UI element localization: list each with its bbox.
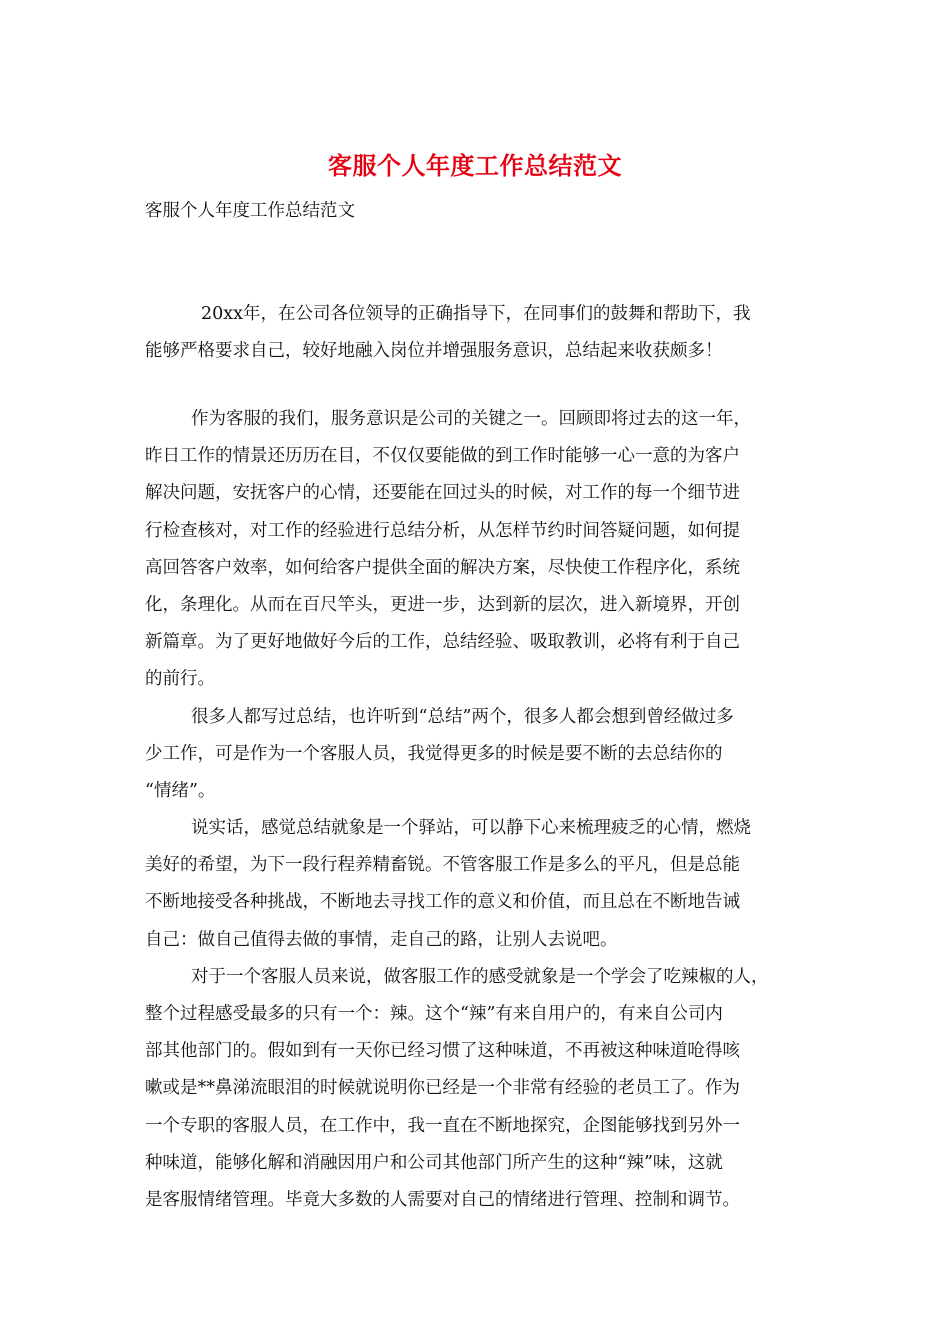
text-line: 整个过程感受最多的只有一个：辣。这个“辣”有来自用户的，有来自公司内 [145, 1004, 723, 1024]
paragraph-intro [145, 296, 825, 370]
text-line: 不断地接受各种挑战，不断地去寻找工作的意义和价值，而且总在不断地告诫 [145, 892, 740, 913]
text-line: 能够严格要求自己，较好地融入岗位并增强服务意识，总结起来收获颇多！ [145, 341, 723, 362]
text-line: 化，条理化。从而在百尺竿头，更进一步，达到新的层次，进入新境界，开创 [145, 594, 740, 615]
paragraph-body [145, 401, 825, 1219]
text-line: 嗽或是**鼻涕流眼泪的时候就说明你已经是一个非常有经验的老员工了。作为 [145, 1078, 740, 1099]
text-line: 部其他部门的。假如到有一天你已经习惯了这种味道，不再被这种味道呛得咳 [145, 1041, 740, 1062]
text-line: 新篇章。为了更好地做好今后的工作，总结经验、吸取教训，必将有利于自己 [145, 632, 740, 653]
text-line: 行检查核对，对工作的经验进行总结分析，从怎样节约时间答疑问题，如何提 [145, 520, 740, 541]
text-line: 美好的希望，为下一段行程养精畜锐。不管客服工作是多么的平凡，但是总能 [145, 855, 740, 876]
text-line: 的前行。 [145, 669, 215, 690]
text-line: 自己：做自己值得去做的事情，走自己的路，让别人去说吧。 [145, 929, 618, 950]
text-line: 很多人都写过总结，也许听到“总结”两个，很多人都会想到曾经做过多 [191, 706, 734, 727]
text-line: “情绪”。 [145, 780, 216, 801]
text-line: 是客服情绪管理。毕竟大多数的人需要对自己的情绪进行管理、控制和调节。 [145, 1189, 740, 1210]
text-line: 一个专职的客服人员，在工作中，我一直在不断地探究，企图能够找到另外一 [145, 1115, 740, 1136]
text-line: 对于一个客服人员来说，做客服工作的感受就象是一个学会了吃辣椒的人， [191, 966, 769, 987]
text-line: 20xx年，在公司各位领导的正确指导下，在同事们的鼓舞和帮助下，我 [201, 304, 751, 324]
text-line: 少工作，可是作为一个客服人员，我觉得更多的时候是要不断的去总结你的 [145, 743, 723, 764]
text-line: 作为客服的我们，服务意识是公司的关键之一。回顾即将过去的这一年， [191, 409, 751, 429]
text-line: 高回答客户效率，如何给客户提供全面的解决方案，尽快使工作程序化，系统 [145, 557, 740, 578]
document-subtitle: 客服个人年度工作总结范文 [145, 201, 355, 221]
document-title: 客服个人年度工作总结范文 [328, 151, 622, 180]
text-line: 昨日工作的情景还历历在目，不仅仅要能做的到工作时能够一心一意的为客户 [145, 446, 740, 467]
text-line: 种味道，能够化解和消融因用户和公司其他部门所产生的这种“辣”味，这就 [145, 1152, 723, 1173]
text-line: 解决问题，安抚客户的心情，还要能在回过头的时候，对工作的每一个细节进 [145, 483, 740, 504]
text-line: 说实话，感觉总结就象是一个驿站，可以静下心来梳理疲乏的心情，燃烧 [191, 818, 751, 839]
